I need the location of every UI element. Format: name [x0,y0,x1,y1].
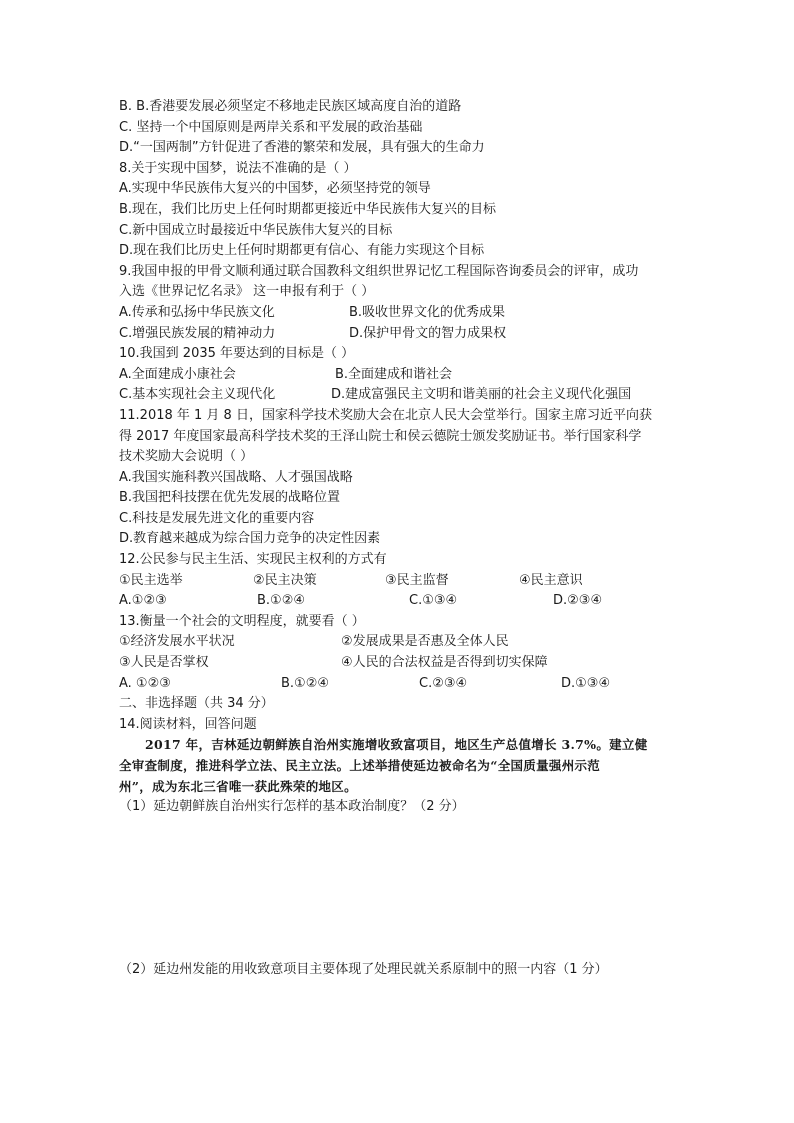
q11-stem-line1: 11.2018 年 1 月 8 日，国家科学技术奖励大会在北京人民大会堂举行。国家主席习近平向获 [119,407,652,423]
section-heading: 二、非选择题（共 34 分） [119,696,274,712]
q12-option-a: A.①②③ [119,593,167,609]
q9-option-c: C.增强民族发展的精神动力 [119,325,276,341]
q9-stem-line2: 入选《世界记忆名录》 这一申报有利于（ ） [119,284,375,300]
q11-option-d: D.教育越来越成为综合国力竞争的决定性因素 [119,531,381,547]
q12-option-d: D.②③④ [553,593,603,609]
q11-stem-line2: 得 2017 年度国家最高科学技术奖的王泽山院士和侯云德院士颁发奖励证书。举行国家科学 [119,428,642,444]
q7-option-c: C. 坚持一个中国原则是两岸关系和平发展的政治基础 [119,119,423,135]
q13-option-d: D.①③④ [561,675,611,691]
q13-items-row1 [119,632,679,653]
q13-item-4: ④人民的合法权益是否得到切实保障 [341,655,548,671]
q14-sub-question-1: （1）延边朝鲜族自治州实行怎样的基本政治制度？（2 分） [119,799,465,815]
q14-material-line3: 州”，成为东北三省唯一获此殊荣的地区。 [119,778,357,794]
q12-item-1: ①民主选举 [119,572,183,588]
q12-item-4: ④民主意识 [519,572,583,588]
q10-option-c: C.基本实现社会主义现代化 [119,387,276,403]
q10-option-d: D.建成富强民主文明和谐美丽的社会主义现代化强国 [331,387,632,403]
q9-option-b: B.吸收世界文化的优秀成果 [349,304,506,320]
q13-option-c: C.②③④ [419,675,468,691]
q13-items-row2 [119,653,679,674]
q13-stem: 13.衡量一个社会的文明程度，就要看（ ） [119,613,365,629]
q14-material-line1: 2017 年，吉林延边朝鲜族自治州实施增收致富项目，地区生产总值增长 3.7%。建立健 [145,737,648,753]
q10-option-a: A.全面建成小康社会 [119,366,236,382]
q10-option-b: B.全面建成和谐社会 [335,366,453,382]
q11-option-b: B.我国把科技摆在优先发展的战略位置 [119,490,341,506]
q7-option-d: D.“一国两制”方针促进了香港的繁荣和发展，具有强大的生命力 [119,140,485,156]
q12-item-3: ③民主监督 [385,572,449,588]
q8-option-b: B.现在，我们比历史上任何时期都更接近中华民族伟大复兴的目标 [119,201,497,217]
q8-stem: 8.关于实现中国梦，说法不准确的是（ ） [119,160,357,176]
q12-option-b: B.①②④ [257,593,306,609]
q14-stem: 14.阅读材料，回答问题 [119,716,257,732]
q10-options-row1 [119,365,679,386]
q14-material-line2: 全审查制度，推进科学立法、民主立法。上述举措使延边被命名为“全国质量强州示范 [119,758,601,773]
q12-stem: 12.公民参与民主生活、实现民主权利的方式有 [119,552,387,568]
q7-option-b: B. B.香港要发展必须坚定不移地走民族区域高度自治的道路 [119,99,462,114]
q13-option-a: A. ①②③ [119,675,171,691]
q9-option-a: A.传承和弘扬中华民族文化 [119,304,275,320]
q12-items-row [119,571,679,592]
q8-option-c: C.新中国成立时最接近中华民族伟大复兴的目标 [119,222,393,238]
q11-option-c: C.科技是发展先进文化的重要内容 [119,510,315,526]
q12-options-row [119,591,679,612]
q13-item-3: ③人民是否掌权 [119,655,209,671]
q14-sub-question-2: （2）延边州发能的用收致意项目主要体现了处理民就关系原制中的照一内容（1 分） [119,961,608,977]
q9-option-d: D.保护甲骨文的智力成果权 [349,325,507,341]
q10-options-row2 [119,385,679,406]
q8-option-a: A.实现中华民族伟大复兴的中国梦，必须坚持党的领导 [119,181,431,197]
q13-option-b: B.①②④ [281,675,330,691]
q9-options-row2 [119,324,679,345]
q13-options-row [119,674,679,695]
exam-content [119,97,679,980]
q13-item-2: ②发展成果是否惠及全体人民 [341,634,509,650]
q13-item-1: ①经济发展水平状况 [119,634,235,650]
q10-stem: 10.我国到 2035 年要达到的目标是（ ） [119,346,355,362]
q12-item-2: ②民主决策 [253,572,317,588]
answer-space-1[interactable] [119,818,679,960]
q11-stem-line3: 技术奖励大会说明（ ） [119,449,254,465]
q9-stem-line1: 9.我国申报的甲骨文顺利通过联合国教科文组织世界记忆工程国际咨询委员会的评审，成功 [119,263,639,279]
q8-option-d: D.现在我们比历史上任何时期都更有信心、有能力实现这个目标 [119,243,485,259]
q9-options-row1 [119,303,679,324]
q12-option-c: C.①③④ [409,593,458,609]
q11-option-a: A.我国实施科教兴国战略、人才强国战略 [119,469,353,485]
